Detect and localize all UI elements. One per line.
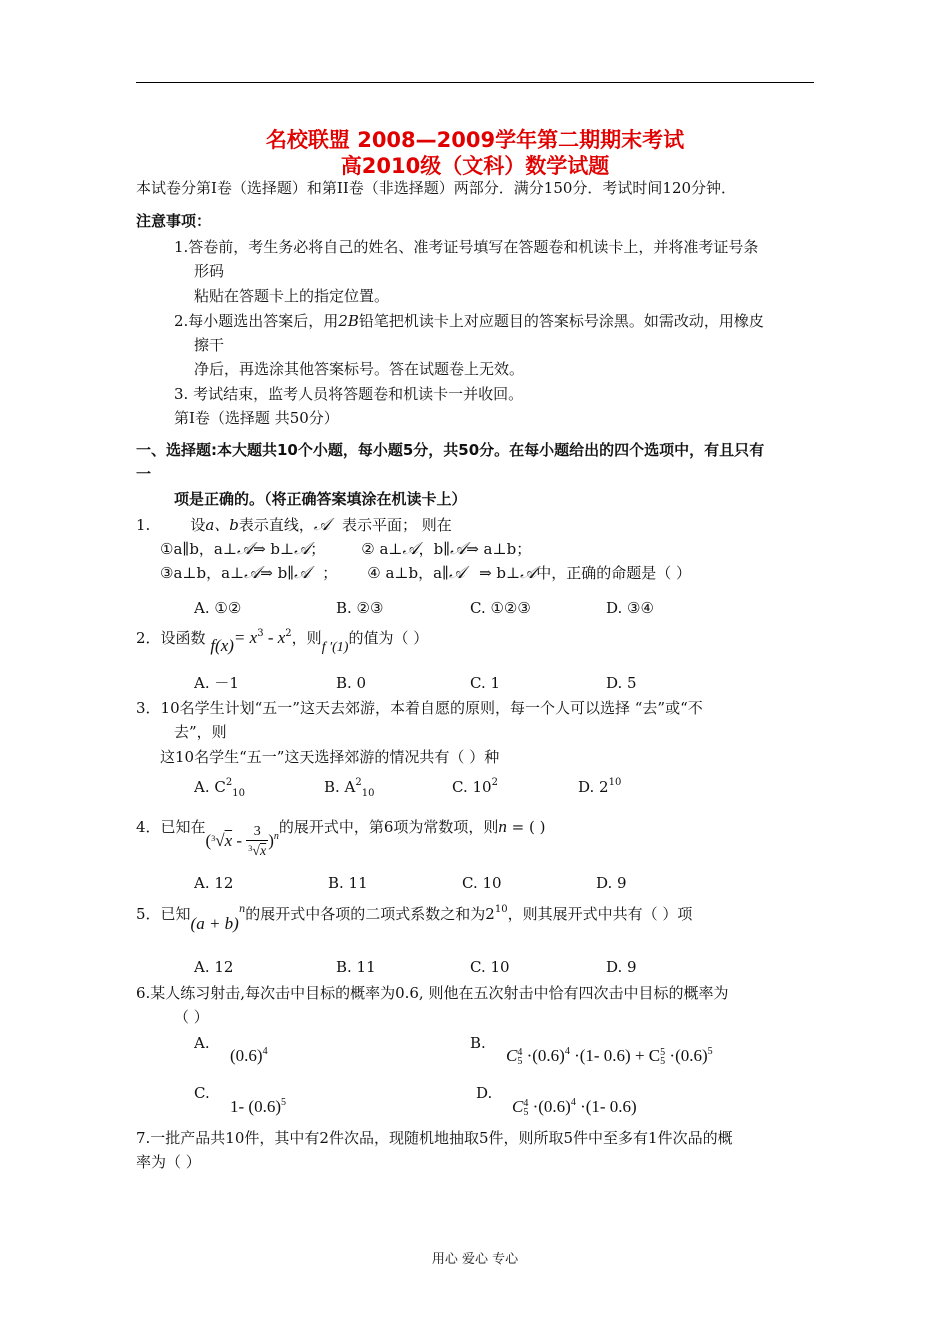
q2-stem: 2．设函数 $f(x)= x^3 - x^2$，则f ′(1)的值为（ ） (136, 628, 429, 655)
q3-option-d: D. $2^{10}$ (578, 777, 622, 796)
notice-item-3: 3. 考试结束，监考人员将答题卷和机读卡一并收回。 (174, 385, 524, 403)
q1-stem: 1. 设a、b表示直线，𝒜 表示平面； 则在 (136, 515, 452, 535)
q6-option-a-label: A. (194, 1034, 210, 1052)
q2-option-c: C. 1 (470, 674, 501, 692)
plane-alpha-icon: 𝒜 (294, 539, 311, 559)
q6-option-d-label: D. (476, 1084, 493, 1102)
q3-option-b: B. $A^2_{10}$ (324, 777, 375, 799)
part1-heading: 第I卷（选择题 共50分） (174, 409, 339, 427)
q1-option-c: C. ①②③ (470, 599, 531, 617)
q4-option-b: B. 11 (328, 874, 368, 892)
plane-alpha-icon: 𝒜 (448, 563, 466, 583)
q5-option-a: A. 12 (194, 958, 234, 976)
q1-option-b: B. ②③ (336, 599, 384, 617)
plane-alpha-icon: 𝒜 (402, 539, 419, 559)
notice-item-2-cont2: 净后，再选涂其他答案标号。答在试题卷上无效。 (194, 360, 525, 378)
q4-option-c: C. 10 (462, 874, 502, 892)
q3-stem-cont2: 这10名学生“五一”这天选择郊游的情况共有（ ）种 (160, 748, 500, 766)
exam-title: 名校联盟 2008—2009学年第二期期末考试 (265, 128, 685, 152)
page-footer: 用心 爱心 专心 (431, 1252, 519, 1267)
notice-item-2: 2.每小题选出答案后，用2B铅笔把机读卡上对应题目的答案标号涂黑。如需改动，用橡皮 (174, 312, 764, 330)
q5-option-d: D. 9 (606, 958, 637, 976)
q3-stem-cont: 去”，则 (174, 723, 227, 741)
q3-option-a: A. $C^2_{10}$ (194, 777, 245, 799)
plane-alpha-icon: 𝒜 (236, 539, 254, 559)
q3-stem: 3．10名学生计划“五一”这天去郊游，本着自愿的原则，每一个人可以选择 “去”或“不 (136, 699, 703, 717)
q2-option-a: A. －1 (194, 674, 239, 692)
q7-stem-cont: 率为（ ） (136, 1153, 201, 1171)
q5-stem: 5．已知$(a + b)^n$的展开式中各项的二项式系数之和为$2^{10}$，则其展开式中共有（ ）项 (136, 904, 693, 933)
plane-alpha-icon: 𝒜 (450, 539, 467, 559)
top-rule (136, 82, 814, 83)
section1-instructions: 一、选择题:本大题共10个小题，每小题5分，共50分。在每小题给出的四个选项中，有且只有 (136, 441, 765, 459)
plane-alpha-icon: 𝒜 (244, 563, 261, 583)
exam-subtitle: 高2010级（文科）数学试题 (340, 154, 610, 178)
q2-option-d: D. 5 (606, 674, 637, 692)
notice-item-1-cont2: 粘贴在答题卡上的指定位置。 (194, 287, 390, 305)
q6-stem-cont: （ ） (174, 1008, 209, 1026)
q4-expression: ($^3$√x - $\frac{3}{^3√x}$ )$^n$ (205, 824, 279, 859)
q1-statements-3-4: ③a⊥b，a⊥𝒜⇒ b∥𝒜 ； ④ a⊥b，a∥𝒜 ⇒ b⊥𝒜中，正确的命题是（ ） (160, 563, 691, 583)
q6-stem: 6.某人练习射击,每次击中目标的概率为0.6, 则他在五次射击中恰有四次击中目标的概率为 (136, 984, 729, 1002)
q6-option-b: C 4 5 $\cdot(0.6)^4 \cdot(1-$ 0.6) + C 5 5 $\cdot(0.6)^5$ (506, 1046, 713, 1067)
q4-option-d: D. 9 (596, 874, 627, 892)
plane-alpha-icon: 𝒜 (520, 563, 537, 583)
plane-alpha-icon: 𝒜 (294, 563, 311, 583)
q6-option-a: $(0.6)^4$ (230, 1046, 268, 1065)
notice-item-2-cont: 擦干 (194, 336, 225, 354)
plane-alpha-icon: 𝒜 (313, 515, 330, 535)
q6-option-b-label: B. (470, 1034, 486, 1052)
q5-option-b: B. 11 (336, 958, 376, 976)
q1-option-d: D. ③④ (606, 599, 654, 617)
notice-heading: 注意事项： (136, 212, 212, 230)
q6-option-c: 1- $(0.6)^5$ (230, 1097, 286, 1116)
q3-option-c: C. $10^2$ (452, 777, 498, 796)
exam-intro: 本试卷分第I卷（选择题）和第II卷（非选择题）两部分．满分150分．考试时间120分钟． (136, 179, 737, 197)
q5-option-c: C. 10 (470, 958, 510, 976)
q1-statements-1-2: ①a∥b，a⊥𝒜⇒ b⊥𝒜； ② a⊥𝒜，b∥𝒜⇒ a⊥b； (160, 539, 532, 559)
q6-option-c-label: C. (194, 1084, 210, 1102)
q2-option-b: B. 0 (336, 674, 367, 692)
section1-instructions-cont: 一 (136, 465, 152, 483)
q7-stem: 7.一批产品共10件，其中有2件次品，现随机地抽取5件，则所取5件中至多有1件次品的概 (136, 1129, 733, 1147)
q1-option-a: A. ①② (194, 599, 242, 617)
notice-item-1: 1.答卷前，考生务必将自己的姓名、准考证号填写在答题卷和机读卡上，并将准考证号条 (174, 238, 759, 256)
q4-option-a: A. 12 (194, 874, 234, 892)
notice-item-1-cont: 形码 (194, 262, 225, 280)
q4-stem: 4．已知在($^3$√x - $\frac{3}{^3√x}$ )$^n$的展开式中，第6项为常数项，则n = ( ) (136, 816, 546, 859)
q6-option-d: C 4 5 $\cdot(0.6)^4 \cdot(1-$ 0.6) (512, 1097, 637, 1118)
section1-instructions-2: 项是正确的。（将正确答案填涂在机读卡上） (174, 490, 467, 508)
